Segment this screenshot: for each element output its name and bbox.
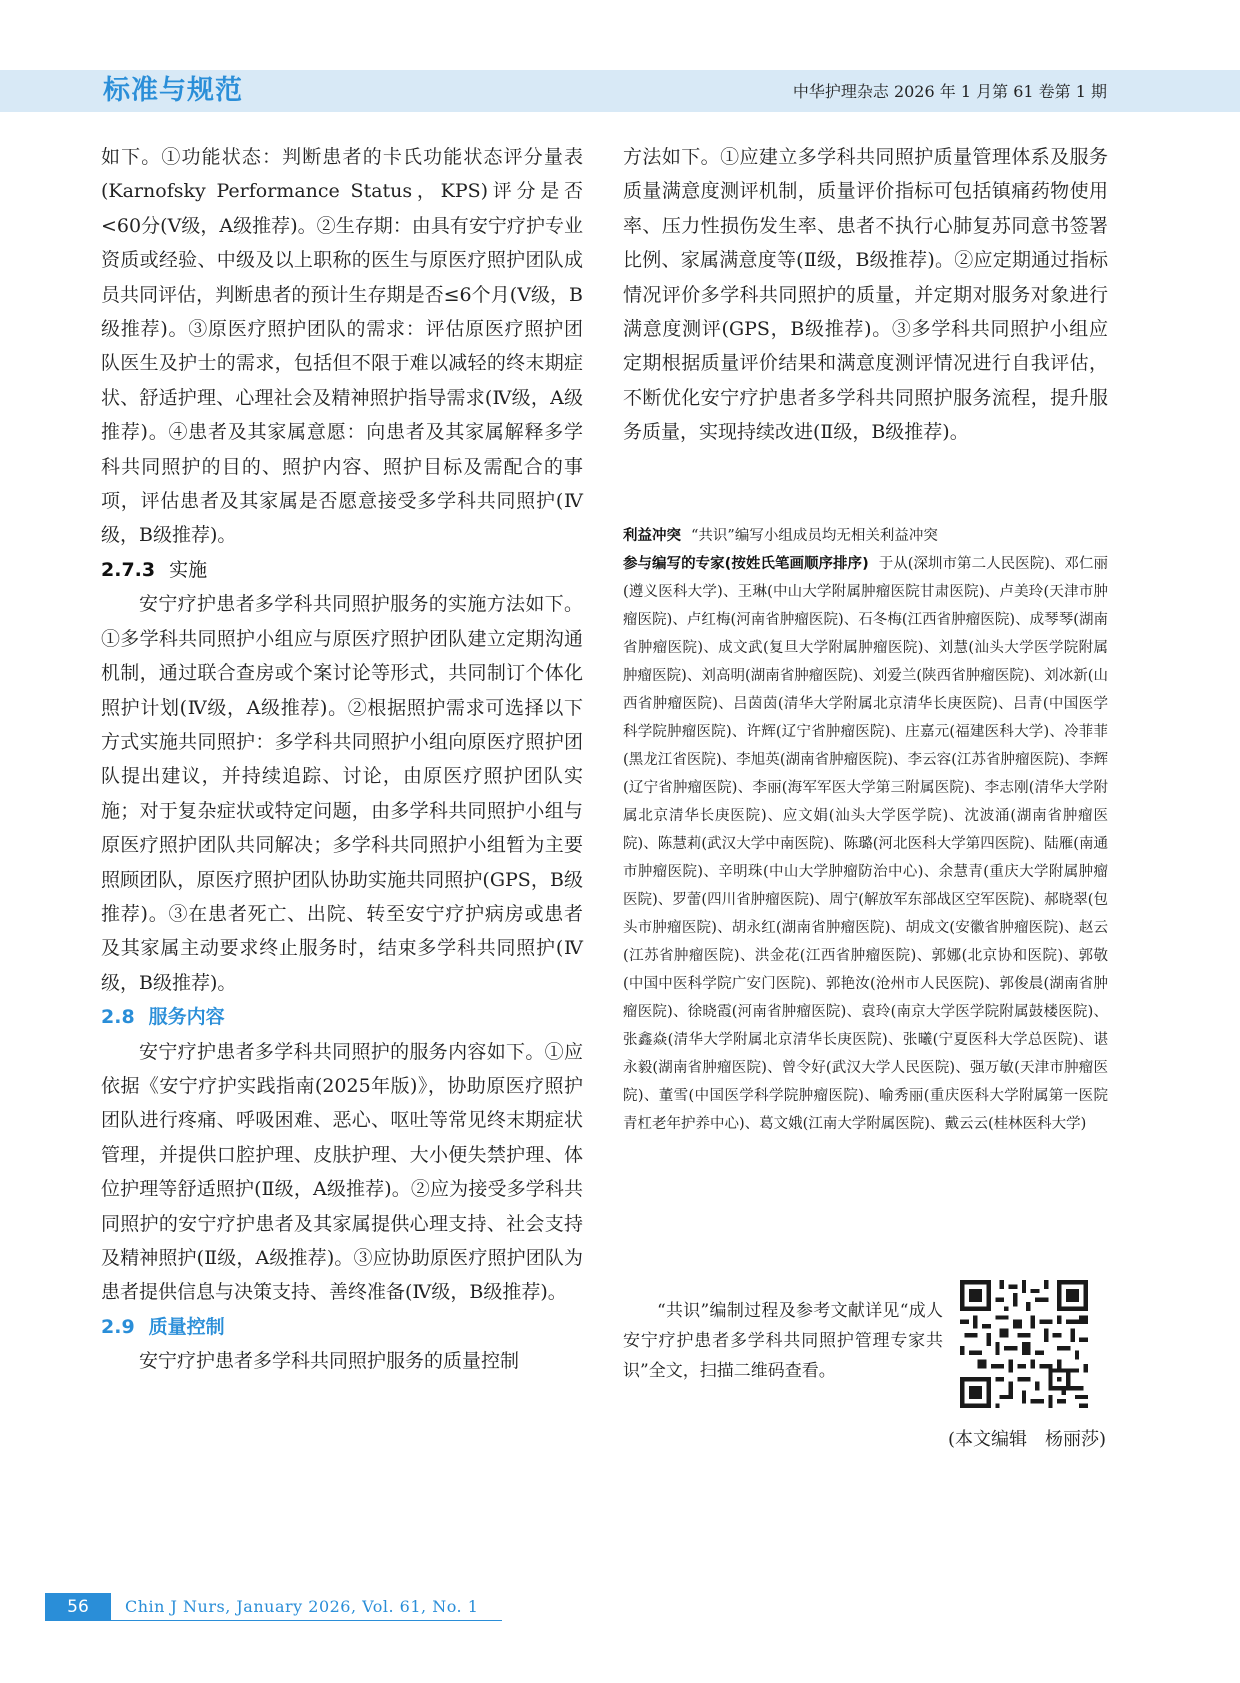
journal-info: 中华护理杂志 2026 年 1 月第 61 卷第 1 期	[792, 82, 1107, 101]
heading-title: 质量控制	[148, 1315, 225, 1338]
heading-title: 实施	[169, 558, 208, 581]
left-column	[101, 140, 583, 1379]
qr-caption: “共识”编制过程及参考文献详见“成人安宁疗护患者多学科共同照护管理专家共识”全文，扫描二维码查看。	[623, 1301, 943, 1381]
qr-code-icon[interactable]	[960, 1280, 1088, 1408]
editor-credit: (本文编辑 杨丽莎)	[947, 1429, 1106, 1450]
paragraph: 方法如下。①应建立多学科共同照护质量管理体系及服务质量满意度测评机制，质量评价指标可包括镇痛药物使用率、压力性损伤发生率、患者不执行心肺复苏同意书签署比例、家属满意度等(Ⅱ级，B级推荐)。②应定期通过指标情况评价多学科共同照护的质量，并定期对服务对象进行满意度测评(GPS，B级推荐)。③多学科共同照护小组应定期根据质量评价结果和满意度测评情况进行自我评估，不断优化安宁疗护患者多学科共同照护服务流程，提升服务质量，实现持续改进(Ⅱ级，B级推荐)。	[623, 146, 1108, 444]
footer	[45, 1593, 502, 1621]
section-heading-2-8	[101, 1000, 583, 1034]
paragraph: 安宁疗护患者多学科共同照护服务的实施方法如下。①多学科共同照护小组应与原医疗照护团队建立定期沟通机制，通过联合查房或个案讨论等形式，共同制订个体化照护计划(Ⅳ级，A级推荐)。②根据照护需求可选择以下方式实施共同照护：多学科共同照护小组向原医疗照护团队提出建议，并持续追踪、讨论，由原医疗照护团队实施；对于复杂症状或特定问题，由多学科共同照护小组与原医疗照护团队共同解决；多学科共同照护小组暂为主要照顾团队，原医疗照护团队协助实施共同照护(GPS，B级推荐)。③在患者死亡、出院、转至安宁疗护病房或患者及其家属主动要求终止服务时，结束多学科共同照护(Ⅳ级，B级推荐)。	[101, 593, 583, 994]
paragraph: 安宁疗护患者多学科共同照护服务的质量控制	[139, 1350, 520, 1373]
page-number: 56	[45, 1593, 111, 1621]
paragraph: 安宁疗护患者多学科共同照护的服务内容如下。①应依据《安宁疗护实践指南(2025年版)》，协助原医疗照护团队进行疼痛、呼吸困难、恶心、呕吐等常见终末期症状管理，并提供口腔护理、皮肤护理、大小便失禁护理、体位护理等舒适照护(Ⅱ级，A级推荐)。②应为接受多学科共同照护的安宁疗护患者及其家属提供心理支持、社会支持及精神照护(Ⅱ级，A级推荐)。③应协助原医疗照护团队为患者提供信息与决策支持、善终准备(Ⅳ级，B级推荐)。	[101, 1040, 583, 1304]
conflict-of-interest	[623, 522, 1108, 550]
footer-citation: Chin J Nurs, January 2026, Vol. 61, No. 1	[125, 1597, 479, 1616]
heading-number: 2.8	[101, 1006, 135, 1029]
heading-number: 2.7.3	[101, 558, 156, 581]
contributing-experts	[623, 550, 1108, 1138]
footer-rule	[111, 1620, 502, 1621]
conflict-label: 利益冲突	[623, 528, 681, 544]
experts-text: 于从(深圳市第二人民医院)、邓仁丽(遵义医科大学)、王琳(中山大学附属肿瘤医院甘肃医院)、卢美玲(天津市肿瘤医院)、卢红梅(河南省肿瘤医院)、石冬梅(江西省肿瘤医院)、成琴琴(湖南省肿瘤医院)、成文武(复旦大学附属肿瘤医院)、刘慧(汕头大学医学院附属肿瘤医院)、刘高明(湖南省肿瘤医院)、刘爱兰(陕西省肿瘤医院)、刘冰新(山西省肿瘤医院)、吕茵茵(清华大学附属北京清华长庚医院)、吕青(中国医学科学院肿瘤医院)、许辉(辽宁省肿瘤医院)、庄嘉元(福建医科大学)、冷菲菲(黑龙江省医院)、李旭英(湖南省肿瘤医院)、李云容(江苏省肿瘤医院)、李辉(辽宁省肿瘤医院)、李丽(海军军医大学第三附属医院)、李志刚(清华大学附属北京清华长庚医院)、应文娟(汕头大学医学院)、沈波涌(湖南省肿瘤医院)、陈慧莉(武汉大学中南医院)、陈璐(河北医科大学第四医院)、陆雁(南通市肿瘤医院)、辛明珠(中山大学肿瘤防治中心)、余慧青(重庆大学附属肿瘤医院)、罗蕾(四川省肿瘤医院)、周宁(解放军东部战区空军医院)、郝晓翠(包头市肿瘤医院)、胡永红(湖南省肿瘤医院)、胡成文(安徽省肿瘤医院)、赵云(江苏省肿瘤医院)、洪金花(江西省肿瘤医院)、郭娜(北京协和医院)、郭敬(中国中医科学院广安门医院)、郭艳汝(沧州市人民医院)、郭俊晨(湖南省肿瘤医院)、徐晓霞(河南省肿瘤医院)、袁玲(南京大学医学院附属鼓楼医院)、张鑫焱(清华大学附属北京清华长庚医院)、张曦(宁夏医科大学总医院)、谌永毅(湖南省肿瘤医院)、曾令好(武汉大学人民医院)、强万敏(天津市肿瘤医院)、董雪(中国医学科学院肿瘤医院)、喻秀丽(重庆医科大学附属第一医院青杠老年护养中心)、葛文娥(江南大学附属医院)、戴云云(桂林医科大学)	[623, 556, 1108, 1132]
heading-number: 2.9	[101, 1315, 135, 1338]
subsection-heading-2-7-3	[101, 553, 583, 587]
paragraph: 如下。①功能状态：判断患者的卡氏功能状态评分量表(Karnofsky Performance Status，KPS)评分是否<60分(Ⅴ级，A级推荐)。②生存期：由具有安宁疗护专业资质或经验、中级及以上职称的医生与原医疗照护团队成员共同评估，判断患者的预计生存期是否≤6个月(Ⅴ级，B级推荐)。③原医疗照护团队的需求：评估原医疗照护团队医生及护士的需求，包括但不限于难以减轻的终末期症状、舒适护理、心理社会及精神照护指导需求(Ⅳ级，A级推荐)。④患者及其家属意愿：向患者及其家属解释多学科共同照护的目的、照护内容、照护目标及需配合的事项，评估患者及其家属是否愿意接受多学科共同照护(Ⅳ级，B级推荐)。	[101, 146, 583, 547]
section-tag: 标准与规范	[103, 75, 243, 106]
right-column	[623, 140, 1108, 450]
heading-title: 服务内容	[148, 1006, 225, 1029]
conflict-text: “共识”编写小组成员均无相关利益冲突	[691, 528, 938, 544]
section-heading-2-9	[101, 1310, 583, 1344]
experts-label: 参与编写的专家(按姓氏笔画顺序排序)	[623, 556, 869, 572]
